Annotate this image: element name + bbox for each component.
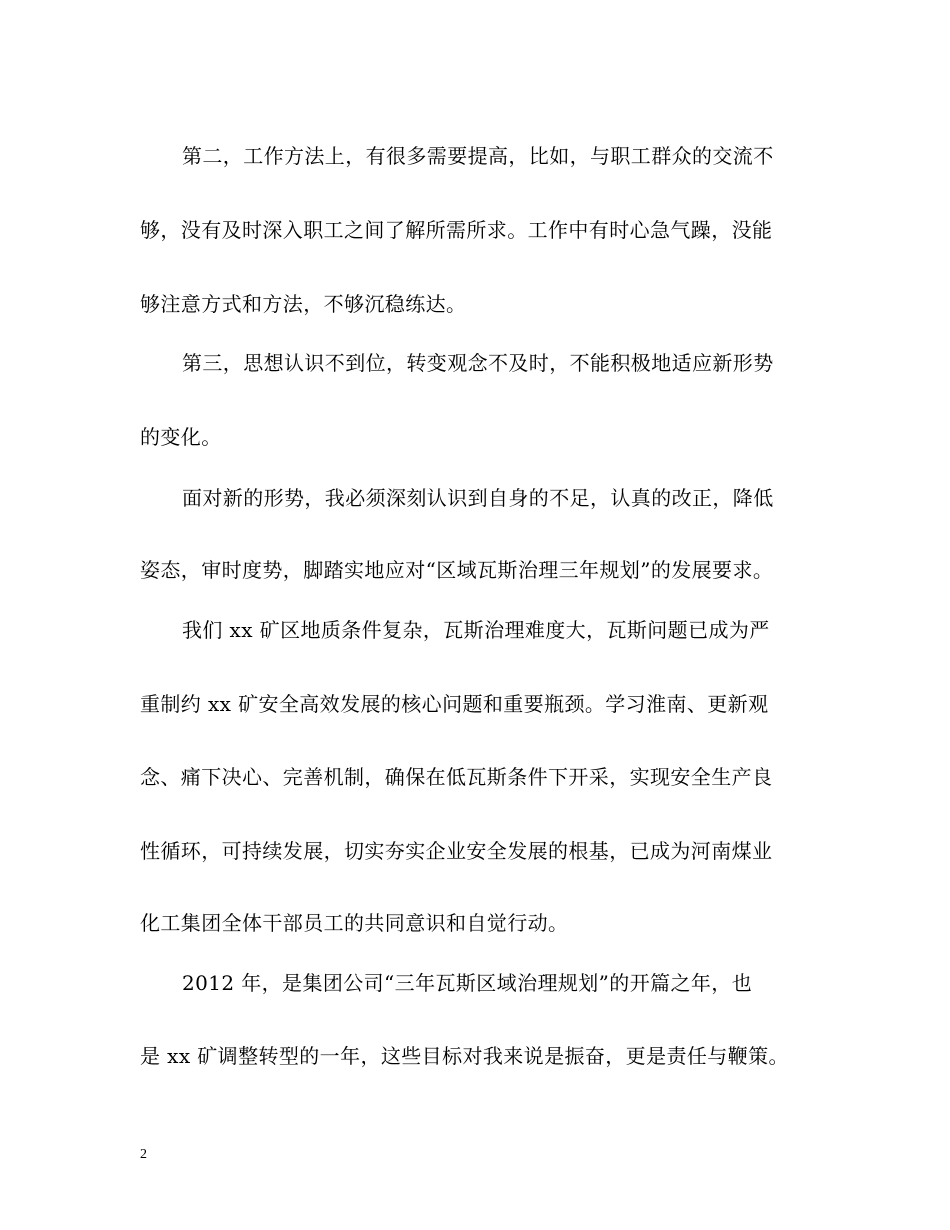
paragraph-3-line-1: 面对新的形势，我必须深刻认识到自身的不足，认真的改正，降低 (182, 486, 774, 510)
paragraph-1-line-3: 够注意方式和方法，不够沉稳练达。 (140, 292, 467, 316)
paragraph-4-line-3: 念、痛下决心、完善机制，确保在低瓦斯条件下开采，实现安全生产良 (140, 765, 773, 789)
page-number: 2 (140, 1147, 147, 1162)
paragraph-3-line-2: 姿态，审时度势，脚踏实地应对“区域瓦斯治理三年规划”的发展要求。 (140, 558, 774, 582)
paragraph-2-line-1: 第三，思想认识不到位，转变观念不及时，不能积极地适应新形势 (182, 351, 774, 375)
paragraph-4-line-5: 化工集团全体干部员工的共同意识和自觉行动。 (140, 911, 569, 935)
paragraph-4-line-1: 我们 xx 矿区地质条件复杂，瓦斯治理难度大，瓦斯问题已成为严 (182, 618, 770, 642)
paragraph-5-line-2: 是 xx 矿调整转型的一年，这些目标对我来说是振奋，更是责任与鞭策。 (140, 1044, 789, 1068)
paragraph-4-line-2: 重制约 xx 矿安全高效发展的核心问题和重要瓶颈。学习淮南、更新观 (140, 692, 769, 716)
paragraph-1-line-2: 够，没有及时深入职工之间了解所需所求。工作中有时心急气躁，没能 (140, 218, 773, 242)
paragraph-5-line-1: 2012 年，是集团公司“三年瓦斯区域治理规划”的开篇之年，也 (182, 971, 753, 995)
paragraph-1-line-1: 第二，工作方法上，有很多需要提高，比如，与职工群众的交流不 (182, 144, 774, 168)
paragraph-4-line-4: 性循环，可持续发展，切实夯实企业安全发展的根基，已成为河南煤业 (140, 839, 773, 863)
paragraph-2-line-2: 的变化。 (140, 425, 222, 449)
